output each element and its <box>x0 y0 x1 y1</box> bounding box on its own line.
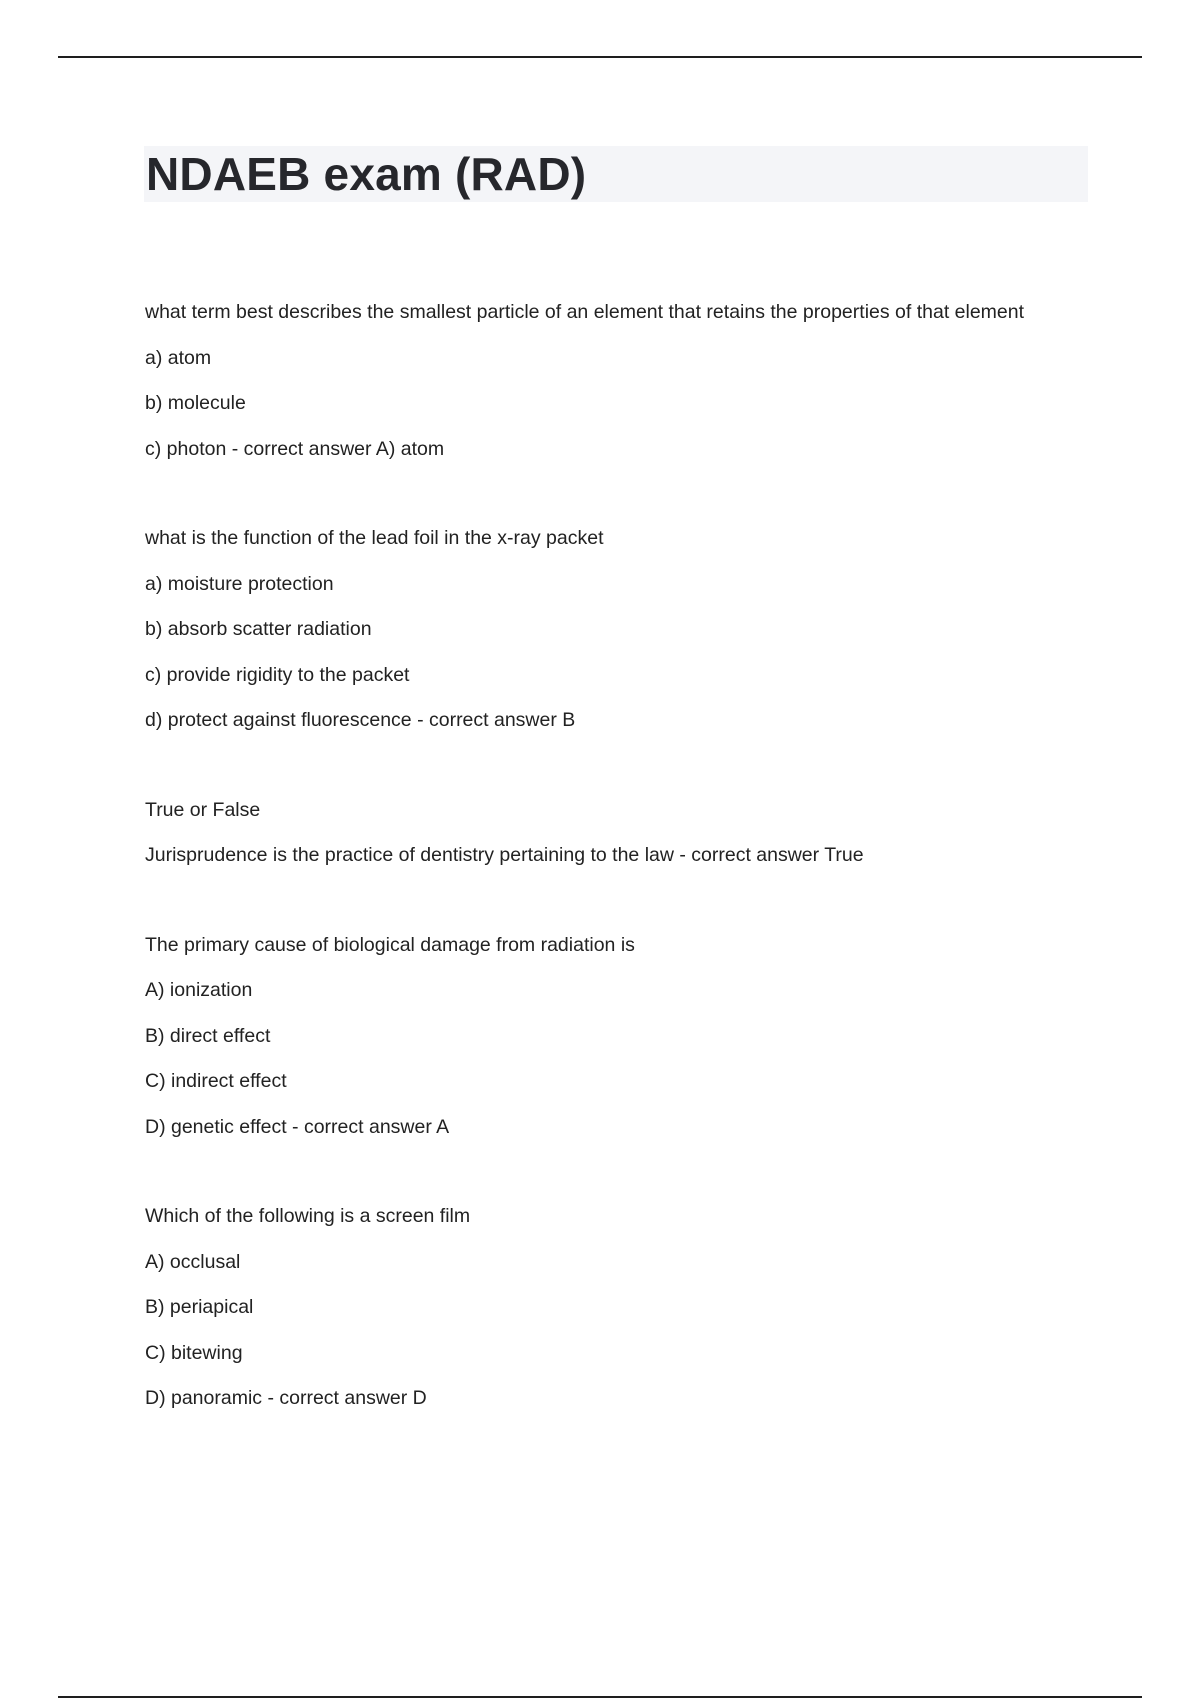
question-block-4 <box>145 923 1105 1151</box>
option-d-with-answer: D) genetic effect - correct answer A <box>145 1115 450 1138</box>
option-c: c) provide rigidity to the packet <box>145 663 410 686</box>
question-block-5 <box>145 1194 1105 1422</box>
option-b: b) molecule <box>145 392 246 414</box>
option-b: B) periapical <box>145 1296 254 1318</box>
question-block-1 <box>145 290 1105 472</box>
question-text: what is the function of the lead foil in the x-ray packet <box>145 527 604 549</box>
question-text: The primary cause of biological damage from radiation is <box>145 933 635 956</box>
option-d-with-answer: D) panoramic - correct answer D <box>145 1387 427 1409</box>
option-a: a) moisture protection <box>145 572 334 595</box>
question-type: True or False <box>145 798 261 821</box>
option-a: A) ionization <box>145 979 253 1001</box>
option-d-with-answer: d) protect against fluorescence - correct answer B <box>145 709 576 731</box>
question-text: what term best describes the smallest particle of an element that retains the properties of that element <box>145 301 1025 323</box>
question-block-3 <box>145 788 1105 879</box>
option-c: C) indirect effect <box>145 1070 287 1092</box>
question-block-2 <box>145 516 1105 744</box>
option-c-with-answer: c) photon - correct answer A) atom <box>145 437 445 460</box>
option-b: B) direct effect <box>145 1024 271 1047</box>
document-body <box>145 290 1105 1466</box>
option-c: C) bitewing <box>145 1341 243 1364</box>
question-text: Which of the following is a screen film <box>145 1205 471 1227</box>
header-rule <box>58 56 1142 58</box>
footer-rule <box>58 1696 1142 1698</box>
option-a: a) atom <box>145 346 212 369</box>
page-title: NDAEB exam (RAD) <box>146 148 587 200</box>
statement-with-answer: Jurisprudence is the practice of dentistry pertaining to the law - correct answer True <box>145 844 864 866</box>
option-b: b) absorb scatter radiation <box>145 618 372 640</box>
option-a: A) occlusal <box>145 1250 241 1273</box>
